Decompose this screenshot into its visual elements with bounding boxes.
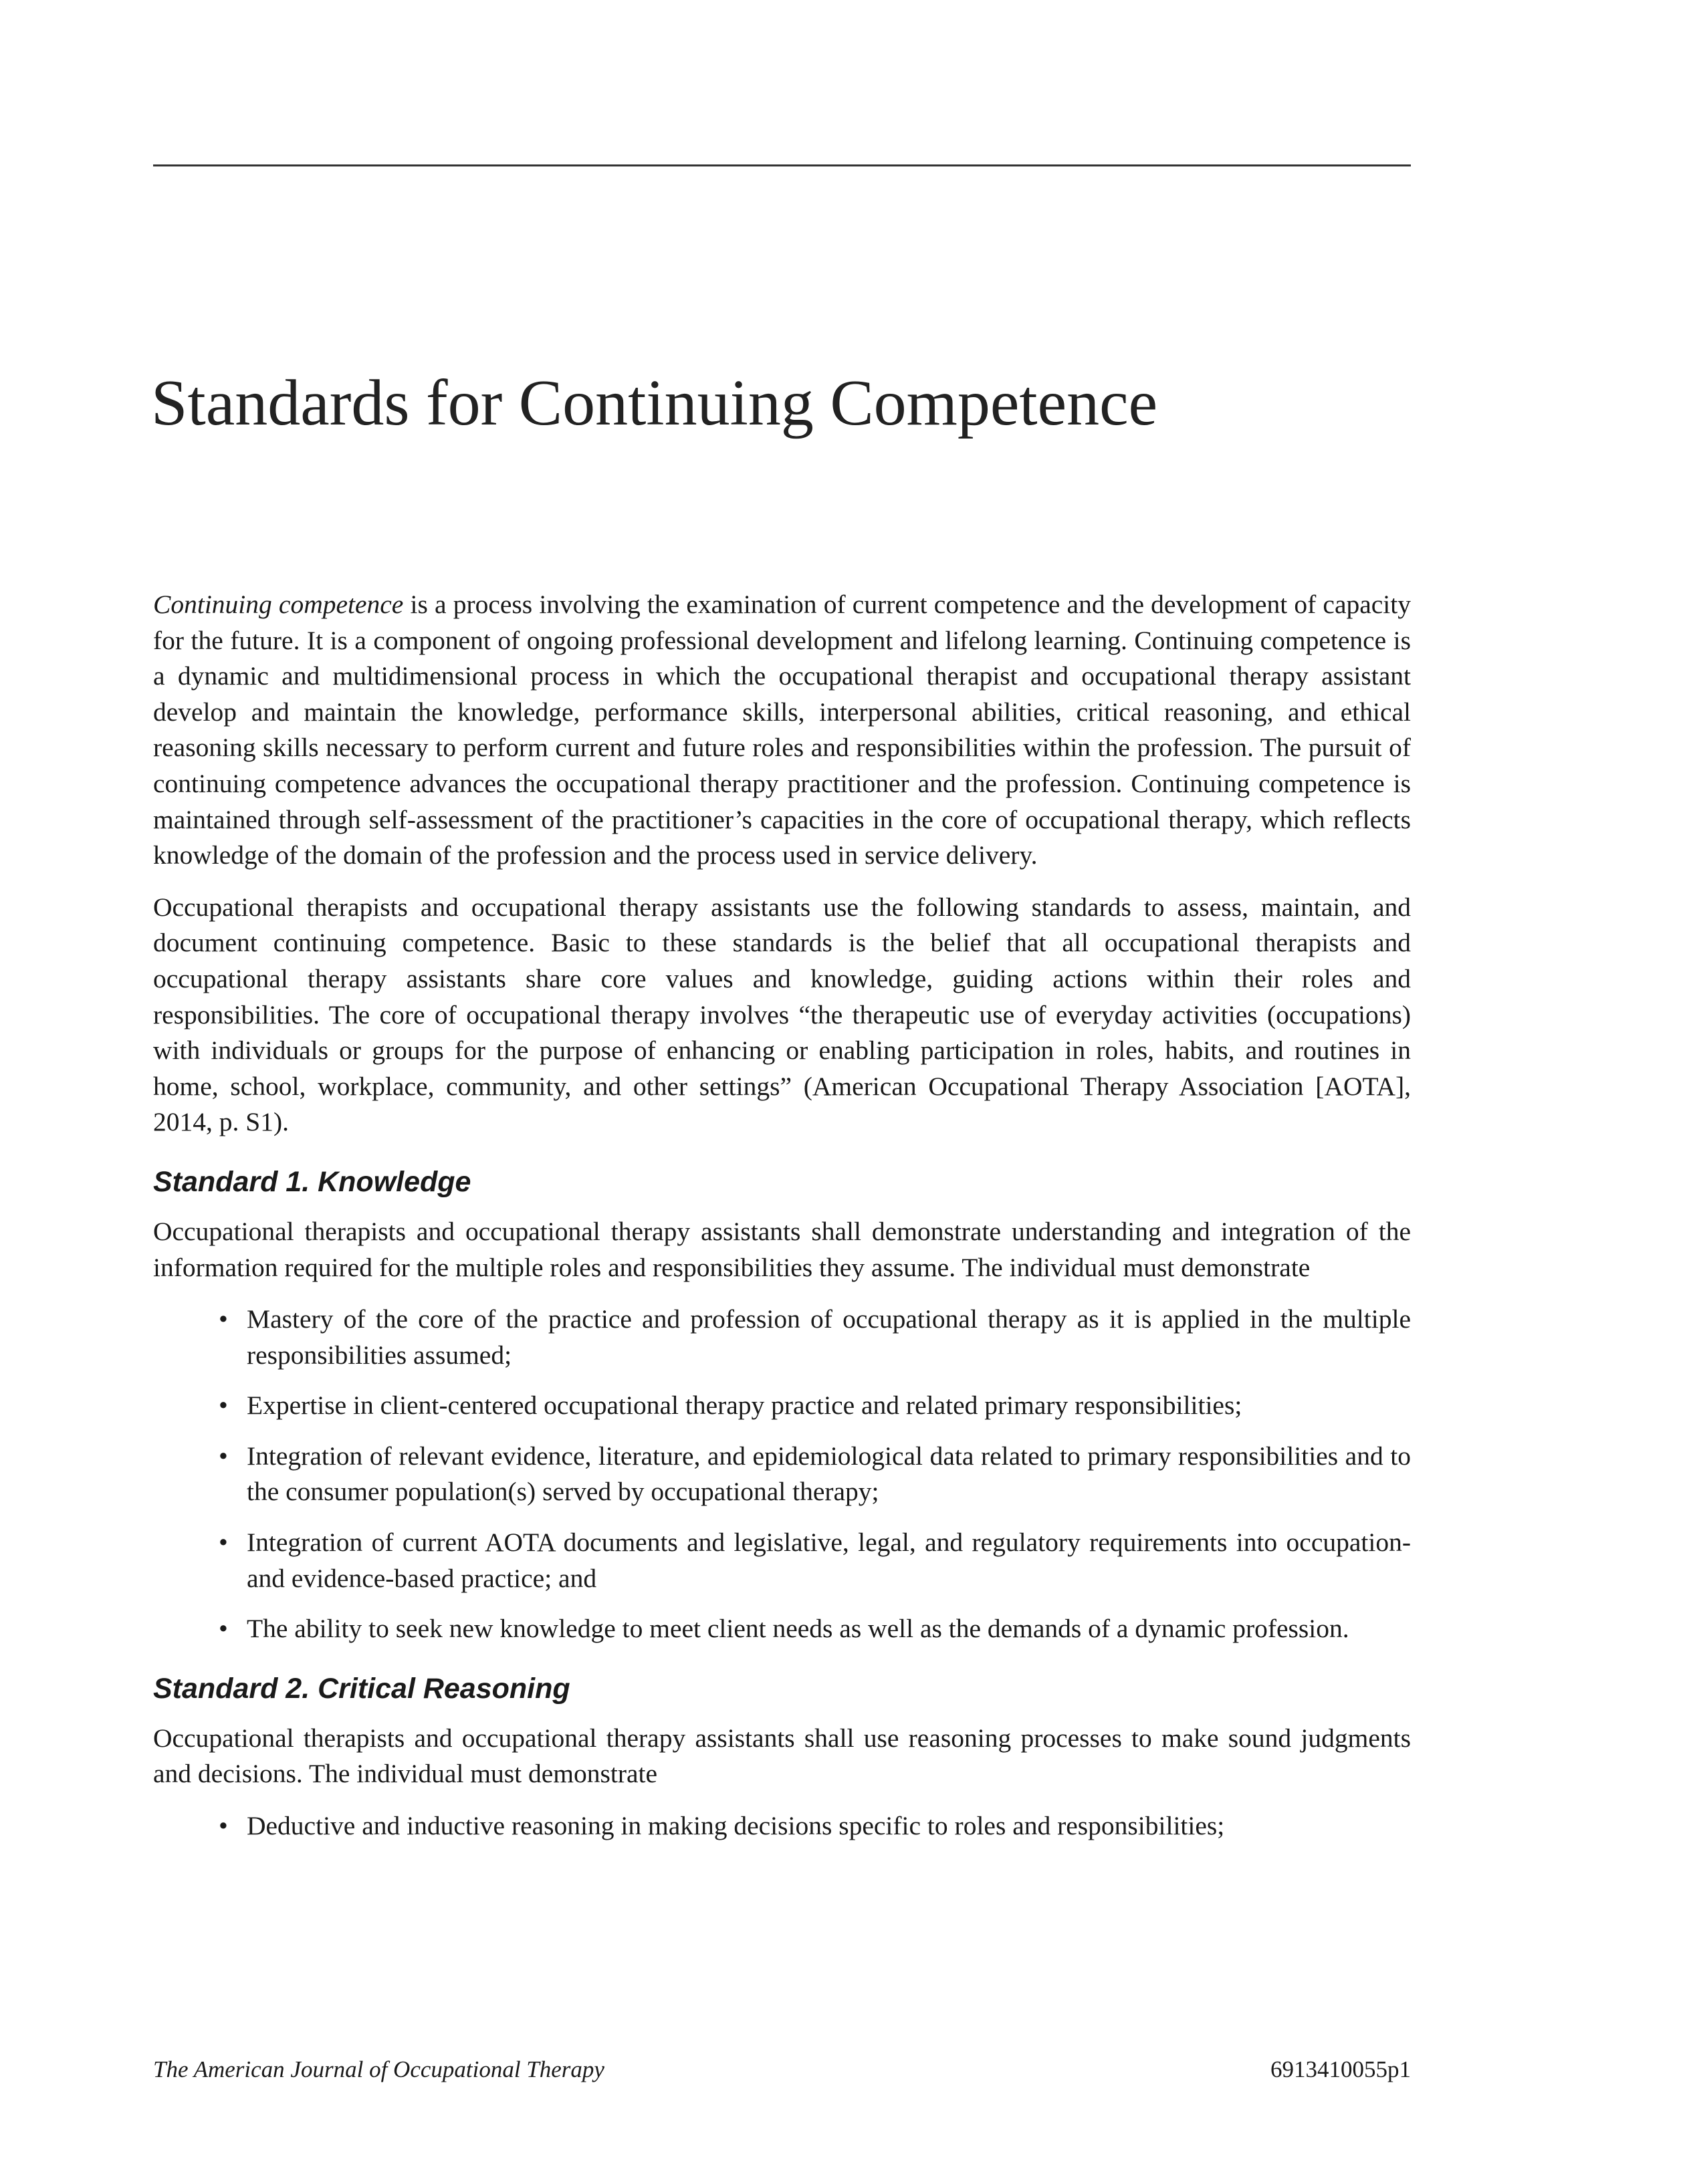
bullet-icon: • [219, 1304, 228, 1334]
standard-1-text: Occupational therapists and occupational therapy assistants shall demonstrate understanding and integration of the information required for the multiple roles and responsibilities they assume. The individual must demonstrate [153, 1216, 1411, 1282]
list-item-text: Deductive and inductive reasoning in making decisions specific to roles and responsibilities; [247, 1811, 1225, 1841]
list-item-text: The ability to seek new knowledge to meet client needs as well as the demands of a dynamic profession. [247, 1614, 1349, 1644]
standard-2-text: Occupational therapists and occupational therapy assistants shall use reasoning processes to make sound judgments and decisions. The individual must demonstrate [153, 1723, 1411, 1789]
list-item [153, 1525, 1411, 1596]
standard-2-heading: Standard 2. Critical Reasoning [153, 1672, 570, 1705]
page-title: Standards for Continuing Competence [151, 367, 1158, 439]
intro-paragraph-2: Occupational therapists and occupational therapy assistants use the following standards to assess, maintain, and document continuing competence. Basic to these standards is the belief that all occupational therapists and occupational therapy assistants share core values and knowledge, guiding actions within their roles and responsibilities. The core of occupational therapy involves “the therapeutic use of everyday activities (occupations) with individuals or groups for the purpose of enhancing or enabling participation in roles, habits, and routines in home, school, workplace, community, and other settings” (American Occupational Therapy Association [AOTA], 2014, p. S1). [153, 892, 1411, 1137]
top-rule [153, 164, 1411, 166]
list-item [153, 1439, 1411, 1510]
bullet-icon: • [219, 1614, 228, 1644]
intro-paragraph-1-text: is a process involving the examination of current competence and the development of capacity for the future. It is a component of ongoing professional development and lifelong learning. Continuing competence is a dynamic and multidimensional process in which the occupational therapist and occupational therapy assistant develop and maintain the knowledge, performance skills, interpersonal abilities, critical reasoning, and ethical reasoning skills necessary to perform current and future roles and responsibilities within the profession. The pursuit of continuing competence advances the occupational therapy practitioner and the profession. Continuing competence is maintained through self-assessment of the practitioner’s capacities in the core of occupational therapy, which reflects knowledge of the domain of the profession and the process used in service delivery. [153, 590, 1411, 870]
bullet-icon: • [219, 1528, 228, 1558]
footer-journal-name: The American Journal of Occupational Therapy [153, 2056, 604, 2082]
list-item [153, 1388, 1411, 1424]
intro-paragraph-1 [153, 587, 1411, 874]
standard-1-list [153, 1302, 1411, 1647]
list-item [153, 1302, 1411, 1373]
list-item-text: Mastery of the core of the practice and profession of occupational therapy as it is applied in the multiple responsibilities assumed; [247, 1304, 1411, 1370]
defined-term: Continuing competence [153, 590, 404, 619]
list-item-text: Expertise in client-centered occupational therapy practice and related primary responsibilities; [247, 1390, 1242, 1421]
standard-1-heading: Standard 1. Knowledge [153, 1165, 471, 1198]
bullet-icon: • [219, 1441, 228, 1471]
list-item [153, 1808, 1411, 1844]
footer-article-id: 6913410055p1 [1270, 2056, 1411, 2082]
list-item-text: Integration of current AOTA documents and legislative, legal, and regulatory requirements into occupation- and evidence-based practice; and [247, 1528, 1411, 1593]
standard-2-list [153, 1808, 1411, 1844]
bullet-icon: • [219, 1811, 228, 1841]
bullet-icon: • [219, 1390, 228, 1421]
article-body [153, 587, 1411, 1860]
list-item [153, 1611, 1411, 1647]
list-item-text: Integration of relevant evidence, literature, and epidemiological data related to primary responsibilities and to the consumer population(s) served by occupational therapy; [247, 1441, 1411, 1507]
